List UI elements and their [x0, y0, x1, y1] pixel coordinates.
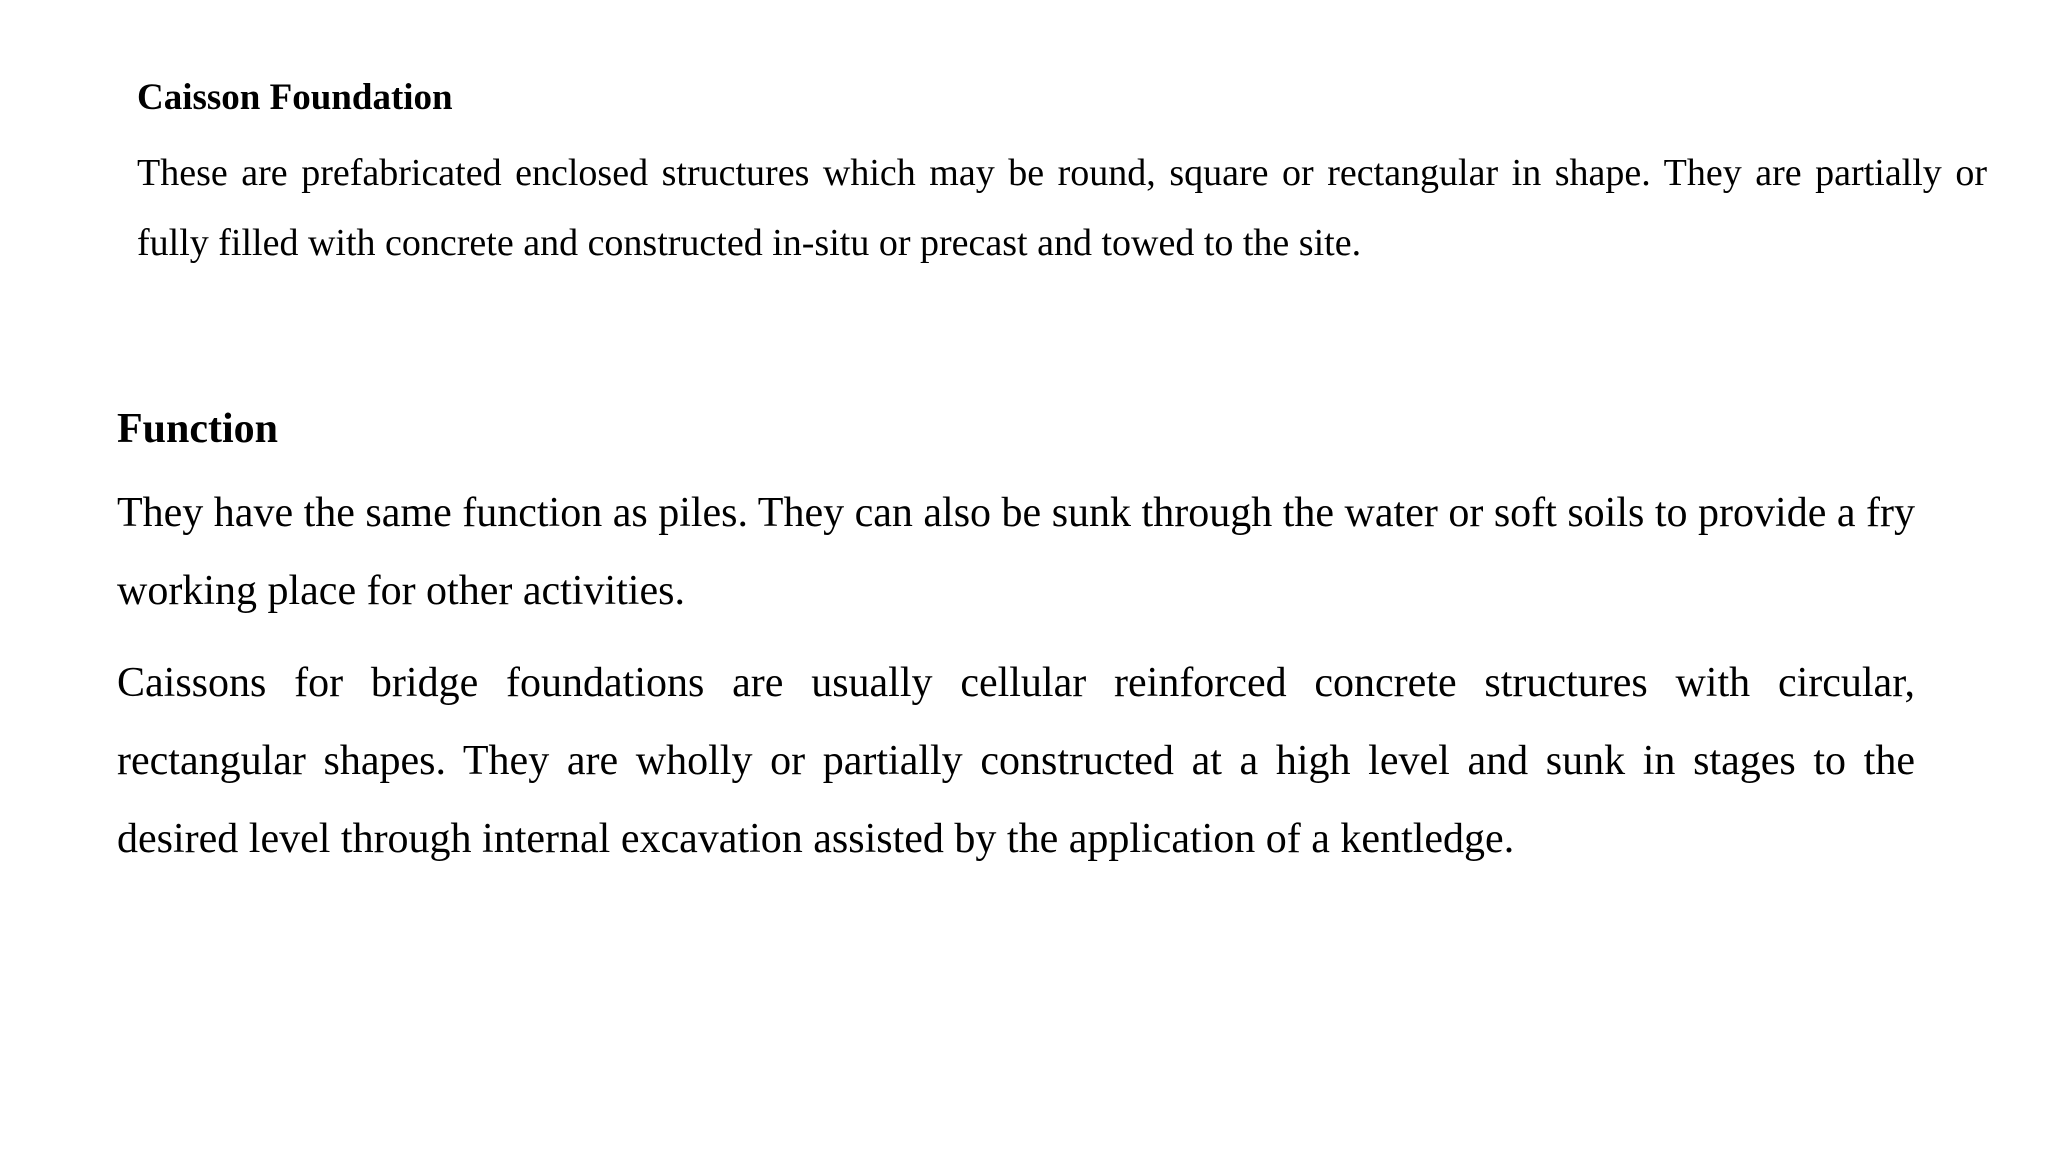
caisson-foundation-heading: Caisson Foundation — [137, 77, 453, 118]
function-paragraph-2: Caissons for bridge foundations are usually cellular reinforced concrete structures with circular, rectangular shapes. They are wholly or partially constructed at a high level and sunk in stages to the desired level through internal excavation assisted by the application of a kentledge. — [117, 660, 1915, 862]
function-section — [117, 402, 1915, 878]
caisson-foundation-section — [137, 74, 1987, 278]
function-heading: Function — [117, 406, 279, 452]
caisson-description-paragraph: These are prefabricated enclosed structures which may be round, square or rectangular in shape. They are partially or fully filled with concrete and constructed in-situ or precast and towed to the site. — [137, 152, 1987, 264]
function-paragraph-1: They have the same function as piles. They can also be sunk through the water or soft soils to provide a fry working place for other activities. — [117, 490, 1915, 614]
